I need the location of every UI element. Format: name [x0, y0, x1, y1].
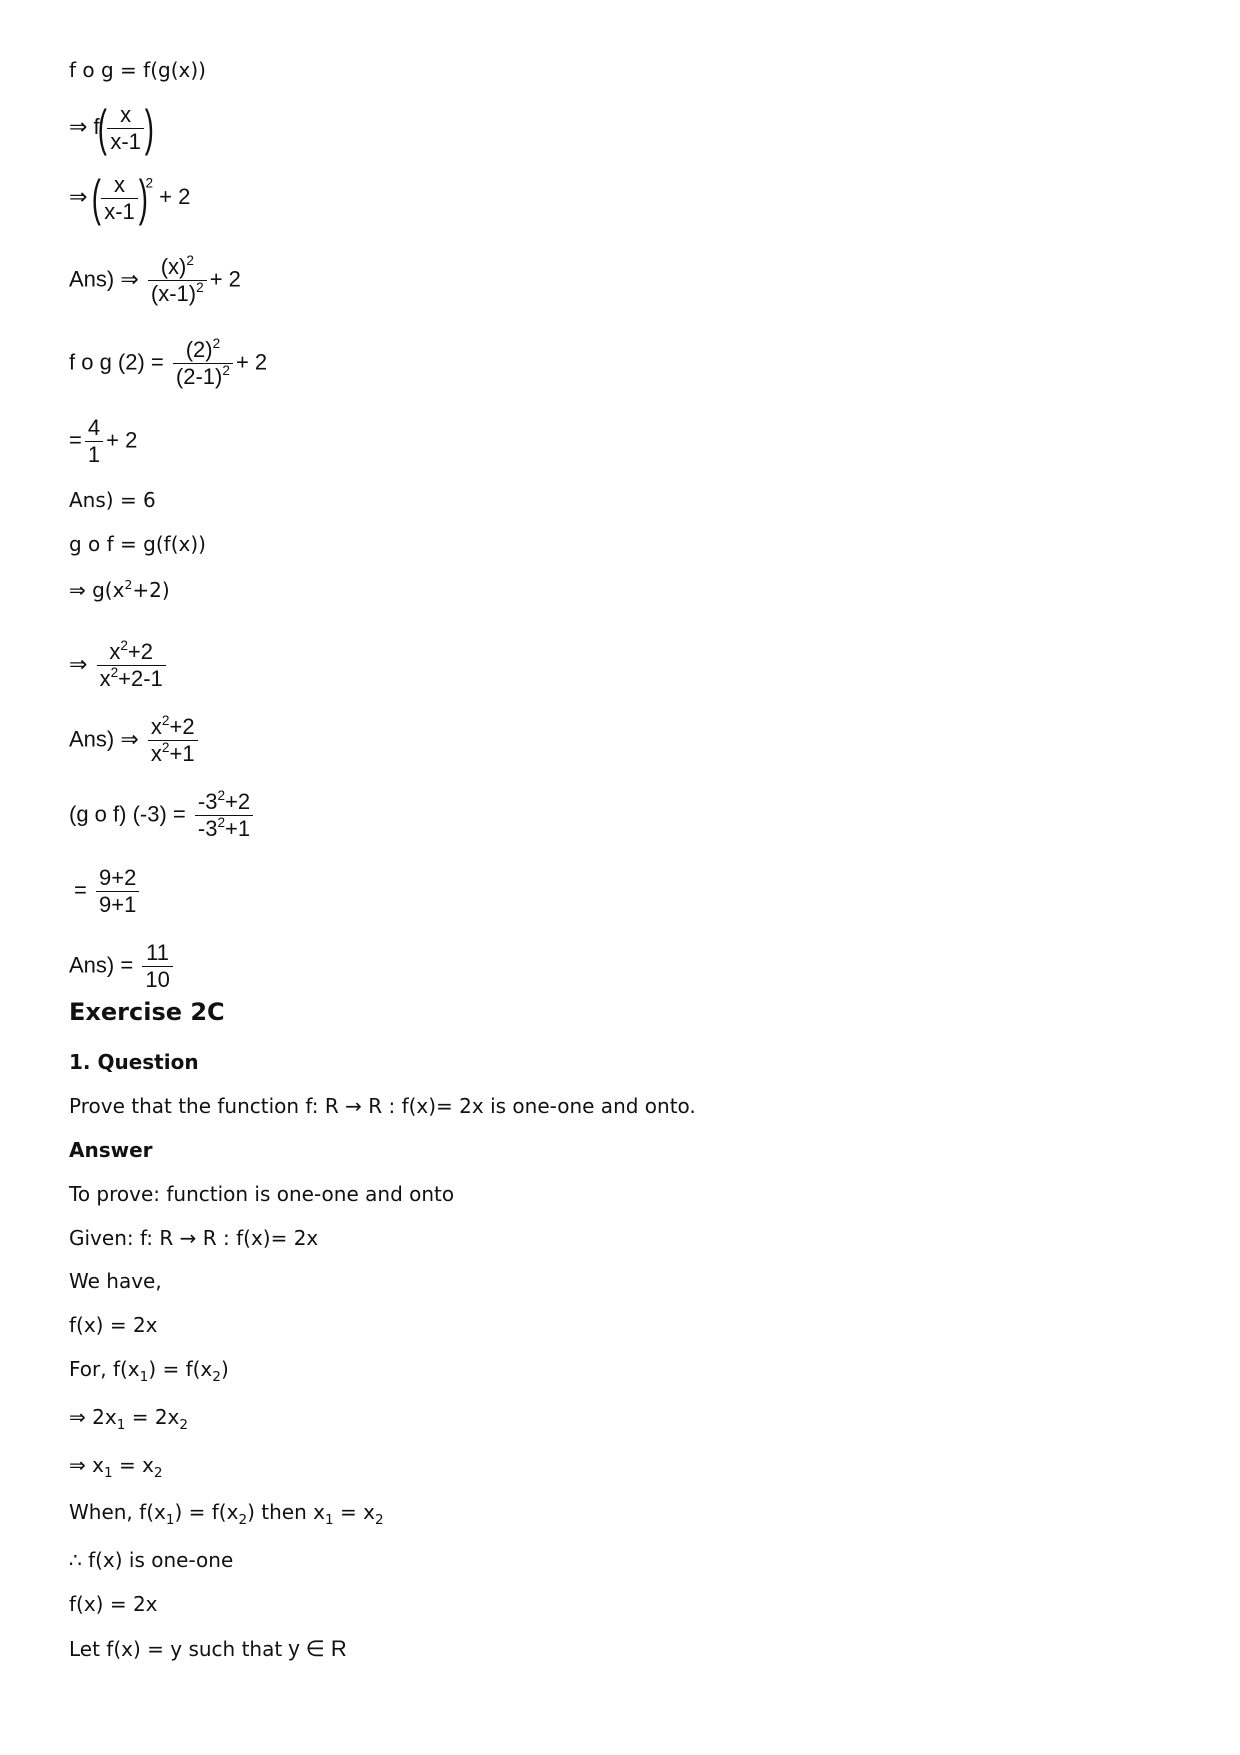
math-line — [69, 100, 154, 156]
left-paren: ( — [97, 100, 107, 156]
answer-heading: Answer — [69, 1138, 153, 1162]
text-line: Let f(x) = y such that y ∈ R — [69, 1636, 347, 1661]
math-line: ⇒ $\frac{x^2+2}{x^2+2-1}$ — [69, 641, 169, 690]
text-line: Ans) = 6 — [69, 488, 156, 512]
fraction: $\frac{x^2+2}{x^2+2-1}$ — [97, 641, 166, 690]
text-line: To prove: function is one-one and onto — [69, 1182, 455, 1206]
text-line: When, $f(x_1) = f(x_2)$ then $x_1 = x_2$ — [69, 1500, 384, 1528]
math-line: = $\frac{4}{1}$ + 2 — [69, 415, 138, 467]
question-text: Prove that the function f: R → R : f(x)= 2x is one-one and onto. — [69, 1094, 696, 1118]
text-line: For, $f(x_1) = f(x_2)$ — [69, 1357, 229, 1385]
fraction: $\frac{(2)^2}{(2-1)^2}$ — [173, 339, 233, 388]
question-heading: 1. Question — [69, 1050, 199, 1074]
fraction: $\frac{x}{x-1}$ — [101, 174, 138, 223]
text-line: ∴ f(x) is one-one — [69, 1548, 234, 1572]
text-line: ⇒ $x_1 = x_2$ — [69, 1453, 163, 1481]
text-line: Given: f: R → R : f(x)= 2x — [69, 1226, 319, 1250]
text-line: We have, — [69, 1269, 162, 1293]
math-line: (g o f) (-3) = $\frac{-3^2+2}{-3^2+1}$ — [69, 791, 256, 840]
fraction: $\frac{-3^2+2}{-3^2+1}$ — [195, 791, 253, 840]
text-line: g o f = g(f(x)) — [69, 532, 206, 556]
text-line: ⇒ $g(x^2+2)$ — [69, 576, 170, 602]
fraction: $\frac{x}{x-1}$ — [107, 104, 144, 153]
fraction: $\frac{x^2+2}{x^2+1}$ — [148, 716, 198, 765]
section-heading: Exercise 2C — [69, 998, 225, 1026]
math-line: Ans) ⇒ $\frac{(x)^2}{(x-1)^2}$ + 2 — [69, 253, 241, 306]
fraction: $\frac{4}{1}$ — [85, 417, 103, 466]
fraction: $\frac{(x)^2}{(x-1)^2}$ — [148, 256, 207, 305]
fraction: $\frac{9+2}{9+1}$ — [96, 867, 139, 916]
math-line: Ans) ⇒ $\frac{x^2+2}{x^2+1}$ — [69, 716, 201, 765]
fraction: $\frac{11}{10}$ — [142, 942, 172, 991]
text-line: f o g = f(g(x)) — [69, 58, 206, 82]
math-line: ⇒ ( $\frac{x}{x-1}$ )$^2$ + 2 — [69, 170, 191, 226]
text-line: f(x) = 2x — [69, 1313, 158, 1337]
left-paren: ( — [91, 170, 101, 226]
math-line: f o g (2) = $\frac{(2)^2}{(2-1)^2}$ + 2 — [69, 336, 268, 389]
math-line: = $\frac{9+2}{9+1}$ — [74, 867, 142, 916]
right-paren: ) — [138, 170, 148, 226]
text-line: f(x) = 2x — [69, 1592, 158, 1616]
text-line: ⇒ $2x_1 = 2x_2$ — [69, 1405, 189, 1433]
math-line: Ans) = $\frac{11}{10}$ — [69, 942, 176, 991]
implies-f: ⇒ f — [69, 113, 100, 139]
right-paren: ) — [144, 100, 154, 156]
